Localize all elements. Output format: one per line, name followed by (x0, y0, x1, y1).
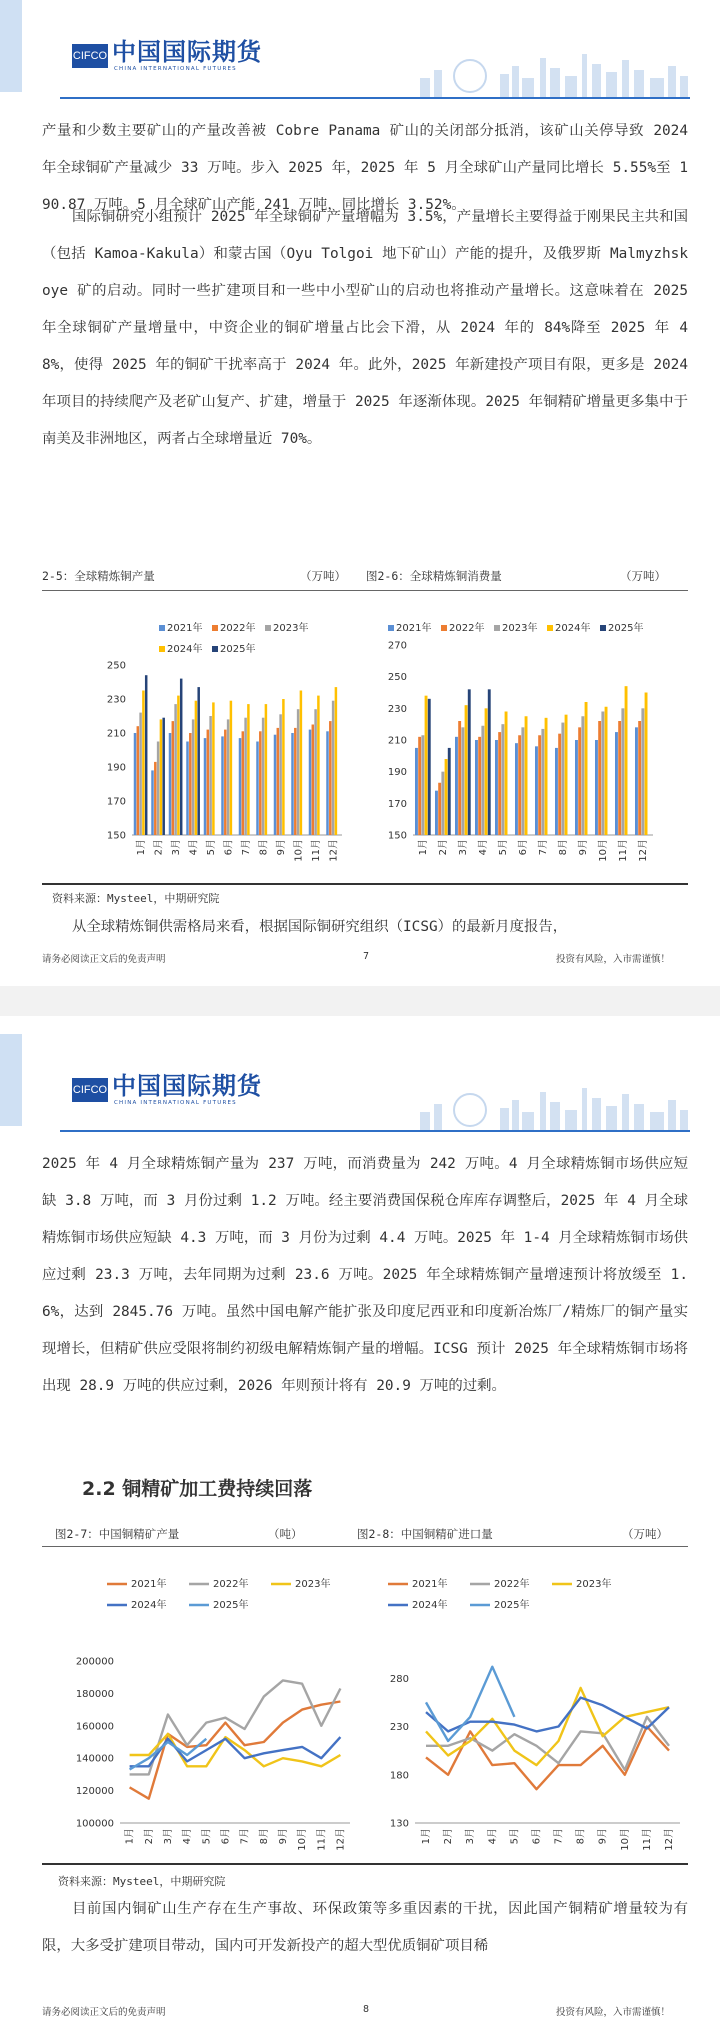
x-tick-label: 11月 (316, 1828, 328, 1851)
bar (221, 736, 224, 835)
x-tick-label: 2月 (153, 839, 165, 856)
bar (145, 675, 148, 835)
x-tick-label: 10月 (598, 839, 609, 862)
legend-swatch (212, 625, 218, 631)
bar (541, 729, 544, 835)
x-tick-label: 1月 (135, 839, 147, 856)
bar (265, 704, 268, 835)
legend-label: 2022年 (220, 623, 256, 634)
bar (224, 730, 227, 835)
x-tick-label: 8月 (258, 839, 270, 856)
legend-label: 2024年 (555, 623, 591, 634)
bar (425, 696, 428, 835)
y-tick-label: 180 (389, 1770, 409, 1782)
x-tick-label: 4月 (188, 839, 200, 856)
legend-label: 2021年 (167, 623, 203, 634)
x-tick-label: 10月 (297, 1828, 309, 1851)
bar (256, 742, 259, 836)
legend-label: 2021年 (396, 623, 432, 634)
x-tick-label: 7月 (538, 839, 549, 856)
x-tick-label: 10月 (293, 839, 305, 862)
bar (172, 721, 175, 835)
bar (332, 701, 335, 835)
legend-label: 2023年 (273, 623, 309, 634)
chart-china-copper-concentrate-imports (365, 1561, 685, 1866)
x-tick-label: 6月 (220, 1828, 232, 1845)
bar (458, 721, 461, 835)
legend-swatch (600, 625, 606, 631)
paragraph: 2025 年 4 月全球精炼铜产量为 237 万吨，而消费量为 242 万吨。4 月全球精炼铜市场供应短缺 3.8 万吨，而 3 月份过剩 1.2 万吨。经主要消费国保税仓库库存调整后，2025 年 4 月全球精炼铜市场供应短缺 4.3 万吨，而 3 月份为过剩 4.4 万吨。2025 年 1-4 月全球精炼铜市场供应过剩 23.3 万吨，去年同期为过剩 23.6 万吨。2025 年全球精炼铜产量增速预计将放缓至 1.6%，达到 2845.76 万吨。虽然中国电解产能扩张及印度尼西亚和印度新冶炼厂/精炼厂的铜产量实现增长，但精矿供应受限将制约初级电解精炼铜产量的增幅。ICSG 预计 2025 年全球精炼铜市场将出现 28.9 万吨的供应过剩，2026 年则预计将有 20.9 万吨的过剩。 (42, 1156, 688, 1394)
bar (561, 723, 564, 835)
chart-global-refined-copper-consumption (368, 610, 653, 885)
x-tick-label: 1月 (421, 1828, 433, 1845)
x-tick-label: 7月 (240, 839, 252, 856)
y-tick-label: 250 (387, 672, 407, 684)
y-tick-label: 150 (387, 830, 407, 842)
bar (415, 748, 418, 835)
x-tick-label: 6月 (518, 839, 529, 856)
bar (428, 699, 431, 835)
source-note: 资料来源：Mysteel，中期研究院 (58, 1875, 226, 1888)
bar (418, 737, 421, 835)
legend-swatch (159, 646, 165, 652)
legend-label: 2022年 (213, 1579, 249, 1590)
y-tick-label: 250 (106, 660, 126, 672)
source-rule (42, 1863, 688, 1865)
bar (300, 691, 303, 836)
bar (247, 704, 250, 835)
bar (485, 708, 488, 835)
bar (151, 770, 154, 835)
bar (317, 696, 320, 835)
paragraph: 产量和少数主要矿山的产量改善被 Cobre Panama 矿山的关闭部分抵消，该矿山关停导致 2024 年全球铜矿产量减少 33 万吨。步入 2025 年，2025 年 5 月全球矿山产量同比增长 5.55%至 190.87 万吨。5 月全球矿山产能 241 万吨，同比增长 3.52%。 (42, 123, 688, 213)
caption-rule (42, 590, 688, 591)
figure-caption: 2-5：全球精炼铜产量 (42, 569, 155, 583)
bar (635, 727, 638, 835)
bar (227, 719, 230, 835)
bar (618, 721, 621, 835)
bar (545, 718, 548, 835)
x-tick-label: 9月 (275, 839, 287, 856)
source-note: 资料来源：Mysteel，中期研究院 (52, 892, 220, 905)
legend-label: 2022年 (449, 623, 485, 634)
bar (207, 730, 210, 835)
x-tick-label: 1月 (418, 839, 429, 856)
legend-swatch (159, 625, 165, 631)
bar (641, 708, 644, 835)
legend-label: 2021年 (412, 1579, 448, 1590)
figure-unit: （万吨） (300, 569, 346, 583)
bar (435, 791, 438, 835)
logo-cn: 中国国际期货 (112, 38, 262, 66)
y-tick-label: 160000 (75, 1721, 114, 1733)
paragraph: 国际铜研究小组预计 2025 年全球铜矿产量增幅为 3.5%，产量增长主要得益于刚果民主共和国（包括 Kamoa-Kakula）和蒙古国（Oyu Tolgoi 地下矿山）产能的提升，及俄罗斯 Malmyzhskoye 矿的启动。同时一些扩建项目和一些中小型矿山的启动也将推动产量增长。这意味着在 2025 年全球铜矿产量增量中，中资企业的铜矿增量占比会下滑，从 2024 年的 84%降至 2025 年 48%，使得 2025 年的铜矿干扰率高于 2024 年。此外，2025 年新建投产项目有限，更多是 2024 年项目的持续爬产及老矿山复产、扩建，增量于 2025 年逐渐体现。2025 年铜精矿增量更多集中于南美及非洲地区，两者占全球增量近 70%。 (42, 209, 688, 447)
bar (525, 716, 528, 835)
x-tick-label: 3月 (458, 839, 469, 856)
bar (209, 716, 212, 835)
bar (555, 748, 558, 835)
legend-swatch (547, 625, 553, 631)
legend-label: 2024年 (131, 1600, 167, 1611)
city-skyline-image (410, 1082, 690, 1132)
bar (297, 709, 300, 835)
legend-label: 2023年 (576, 1579, 612, 1590)
x-tick-label: 2月 (143, 1828, 155, 1845)
legend-label: 2025年 (494, 1600, 530, 1611)
bar (277, 728, 280, 835)
chart-china-copper-concentrate-output (45, 1561, 355, 1866)
bar (598, 721, 601, 835)
figure-unit: （吨） (268, 1527, 303, 1541)
legend-swatch (265, 625, 271, 631)
x-tick-label: 7月 (239, 1828, 251, 1845)
y-tick-label: 200000 (75, 1656, 114, 1668)
bar (535, 746, 538, 835)
x-tick-label: 5月 (205, 839, 217, 856)
legend-label: 2023年 (295, 1579, 331, 1590)
x-tick-label: 12月 (663, 1828, 675, 1851)
x-tick-label: 3月 (170, 839, 182, 856)
bar (645, 693, 648, 836)
bar (137, 726, 140, 835)
y-tick-label: 270 (387, 640, 407, 652)
bar (461, 727, 464, 835)
bar (505, 712, 508, 836)
y-tick-label: 190 (387, 767, 407, 779)
bar (291, 733, 294, 835)
figure-unit: （万吨） (622, 1527, 668, 1541)
x-tick-label: 11月 (618, 839, 629, 862)
y-tick-label: 280 (389, 1673, 409, 1685)
x-tick-label: 9月 (277, 1828, 289, 1845)
bar (521, 727, 524, 835)
logo-en: CHINA INTERNATIONAL FUTURES (114, 1100, 237, 1106)
bar (192, 719, 195, 835)
bar (481, 726, 484, 835)
bar (575, 740, 578, 835)
bar (538, 735, 541, 835)
side-tab (0, 0, 22, 92)
footer-risk-note: 投资有风险，入市需谨慎！ (556, 2007, 671, 2018)
header-rule (60, 97, 690, 99)
bar (326, 731, 329, 835)
paragraph: 从全球精炼铜供需格局来看，根据国际铜研究组织（ICSG）的最新月度报告， (72, 919, 568, 935)
x-tick-label: 6月 (223, 839, 235, 856)
x-tick-label: 11月 (310, 839, 322, 862)
bar (242, 731, 245, 835)
city-skyline-image (410, 48, 690, 98)
bar (605, 707, 608, 835)
bar (441, 772, 444, 835)
x-tick-label: 12月 (638, 839, 649, 862)
logo-abbr: CIFCO (72, 44, 108, 68)
bar (180, 679, 183, 835)
legend-swatch (212, 646, 218, 652)
bar (478, 737, 481, 835)
bar (495, 740, 498, 835)
bar (421, 735, 424, 835)
y-tick-label: 130 (389, 1818, 409, 1830)
bar (274, 735, 277, 835)
x-tick-label: 11月 (641, 1828, 653, 1851)
x-tick-label: 10月 (619, 1828, 631, 1851)
x-tick-label: 3月 (162, 1828, 174, 1845)
x-tick-label: 12月 (335, 1828, 347, 1851)
bar (638, 721, 641, 835)
y-tick-label: 230 (387, 703, 407, 715)
y-tick-label: 140000 (75, 1753, 114, 1765)
bar (134, 733, 137, 835)
chart-global-refined-copper-production (106, 610, 350, 885)
bar (329, 721, 332, 835)
y-tick-label: 190 (106, 762, 126, 774)
x-tick-label: 5月 (201, 1828, 213, 1845)
y-tick-label: 100000 (75, 1818, 114, 1830)
bar (438, 783, 441, 835)
bar (294, 728, 297, 835)
bar (212, 702, 215, 835)
bar (160, 719, 163, 835)
y-tick-label: 120000 (75, 1786, 114, 1798)
x-tick-label: 4月 (182, 1828, 194, 1845)
bar (154, 762, 157, 835)
page-number: 7 (363, 951, 370, 962)
figure-caption: 图2-7：中国铜精矿产量 (55, 1527, 180, 1541)
logo-en: CHINA INTERNATIONAL FUTURES (114, 66, 237, 72)
y-tick-label: 170 (387, 798, 407, 810)
x-tick-label: 9月 (597, 1828, 609, 1845)
source-rule (42, 883, 688, 885)
bar (455, 737, 458, 835)
legend-label: 2022年 (494, 1579, 530, 1590)
bar (189, 733, 192, 835)
footer-disclaimer: 请务必阅读正文后的免责声明 (42, 2007, 166, 2018)
bar (475, 740, 478, 835)
page-7 (0, 0, 720, 986)
bar (445, 759, 448, 835)
bar (162, 718, 165, 835)
side-tab (0, 1034, 22, 1126)
bar (581, 716, 584, 835)
bar (139, 713, 142, 835)
legend-label: 2025年 (213, 1600, 249, 1611)
bar (335, 687, 338, 835)
legend-label: 2021年 (131, 1579, 167, 1590)
bar (282, 699, 285, 835)
bar (197, 687, 200, 835)
bar (157, 742, 160, 836)
x-tick-label: 12月 (328, 839, 340, 862)
bar (195, 701, 198, 835)
bar (625, 686, 628, 835)
bar (585, 702, 588, 835)
legend-label: 2025年 (608, 623, 644, 634)
x-tick-label: 8月 (575, 1828, 587, 1845)
x-tick-label: 7月 (553, 1828, 565, 1845)
bar (601, 712, 604, 836)
header-rule (60, 1130, 690, 1132)
x-tick-label: 8月 (558, 839, 569, 856)
y-tick-label: 180000 (75, 1688, 114, 1700)
series-line (426, 1727, 669, 1790)
logo (72, 38, 262, 78)
figure-caption: 图2-8：中国铜精矿进口量 (357, 1527, 493, 1541)
footer-risk-note: 投资有风险，入市需谨慎！ (556, 954, 671, 965)
bar (174, 704, 177, 835)
x-tick-label: 3月 (465, 1828, 477, 1845)
bar (595, 740, 598, 835)
y-tick-label: 230 (389, 1722, 409, 1734)
page-gap (0, 986, 720, 1016)
section-title: 2.2 铜精矿加工费持续回落 (82, 1478, 313, 1500)
bar (518, 735, 521, 835)
legend-label: 2024年 (412, 1600, 448, 1611)
bar (615, 732, 618, 835)
bar (498, 732, 501, 835)
legend-swatch (388, 625, 394, 631)
bar (558, 734, 561, 835)
x-tick-label: 2月 (443, 1828, 455, 1845)
bar (501, 724, 504, 835)
x-tick-label: 2月 (438, 839, 449, 856)
bar (204, 738, 207, 835)
legend-swatch (441, 625, 447, 631)
bar (314, 709, 317, 835)
legend-label: 2025年 (220, 644, 256, 655)
bar (279, 714, 282, 835)
legend-label: 2024年 (167, 644, 203, 655)
bar (312, 725, 315, 836)
legend-label: 2023年 (502, 623, 538, 634)
logo-cn: 中国国际期货 (112, 1072, 262, 1100)
logo (72, 1072, 262, 1112)
bar (515, 743, 518, 835)
x-tick-label: 6月 (531, 1828, 543, 1845)
x-tick-label: 5月 (498, 839, 509, 856)
bar (142, 691, 145, 836)
bar (239, 738, 242, 835)
figure-unit: （万吨） (620, 569, 666, 583)
bar (465, 705, 468, 835)
x-tick-label: 4月 (487, 1828, 499, 1845)
bar (309, 730, 312, 835)
bar (244, 718, 247, 835)
footer-disclaimer: 请务必阅读正文后的免责声明 (42, 954, 166, 965)
bar (186, 742, 189, 836)
bar (169, 733, 172, 835)
y-tick-label: 170 (106, 796, 126, 808)
y-tick-label: 210 (387, 735, 407, 747)
y-tick-label: 210 (106, 728, 126, 740)
paragraph: 目前国内铜矿山生产存在生产事故、环保政策等多重因素的干扰，因此国产铜精矿增量较为有限，大多受扩建项目带动，国内可开发新投产的超大型优质铜矿项目稀 (42, 1901, 688, 1954)
bar (448, 748, 451, 835)
logo-abbr: CIFCO (72, 1078, 108, 1102)
bar (578, 727, 581, 835)
y-tick-label: 230 (106, 694, 126, 706)
x-tick-label: 4月 (478, 839, 489, 856)
caption-rule (42, 1546, 688, 1547)
bar (468, 689, 471, 835)
bar (230, 701, 233, 835)
x-tick-label: 8月 (258, 1828, 270, 1845)
page-8 (0, 1016, 720, 2036)
bar (565, 715, 568, 835)
bar (177, 696, 180, 835)
x-tick-label: 5月 (509, 1828, 521, 1845)
bar (262, 718, 265, 835)
bar (259, 731, 262, 835)
y-tick-label: 150 (106, 830, 126, 842)
x-tick-label: 9月 (578, 839, 589, 856)
x-tick-label: 1月 (124, 1828, 136, 1845)
page-number: 8 (363, 2004, 370, 2015)
bar (621, 708, 624, 835)
figure-caption: 图2-6：全球精炼铜消费量 (366, 569, 502, 583)
legend-swatch (494, 625, 500, 631)
bar (488, 689, 491, 835)
